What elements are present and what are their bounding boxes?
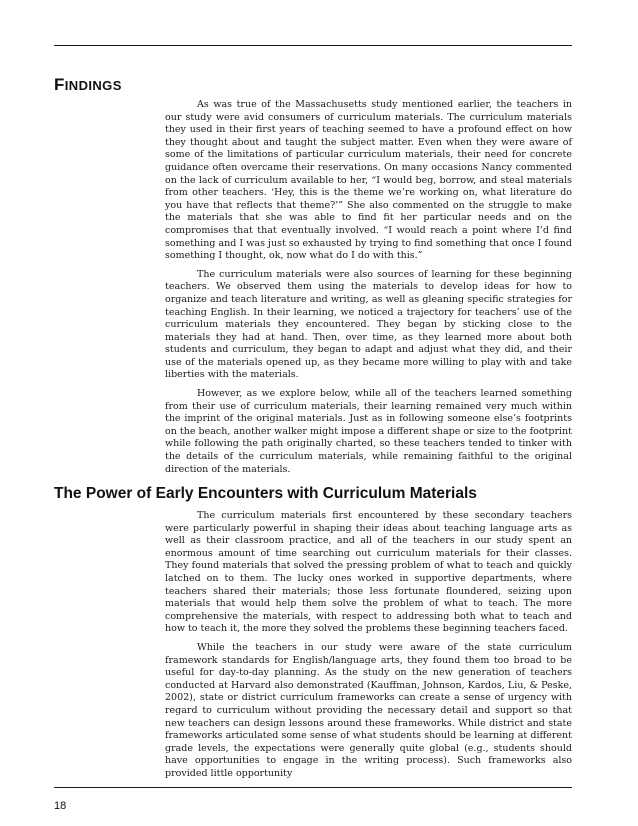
header-rule [54,45,572,46]
power-paragraph-1: The curriculum materials first encountered by these secondary teachers were particularly powerful in shaping their ideas about teaching language arts as well as their classroom practice, and all of the teachers in our study spent an enormous amount of time searching out curriculum materials for their classes. They found materials that solved the pressing problem of what to teach and quickly latched on to them. The lucky ones worked in supportive departments, where teachers shared their materials; those less fortunate floundered, seizing upon materials that would help them solve the problem of what to teach. The more comprehensive the materials, with respect to addressing both what to teach and how to teach it, the more they solved the problems these beginning teachers faced. [165,510,572,635]
findings-paragraph-2: The curriculum materials were also sources of learning for these beginning teachers. We observed them using the materials to develop ideas for how to organize and teach literature and writing, as well as gleaning specific strategies for teaching English. In their learning, we noticed a trajectory for teachers’ use of the curriculum materials they encountered. They began by sticking close to the materials they had at hand. Then, over time, as they learned more about both students and curriculum, they began to adapt and adjust what they did, and their use of the materials opened up, as they became more willing to play with and take liberties with the materials. [165,268,572,381]
power-section-body [165,510,572,786]
findings-heading [54,75,122,95]
findings-paragraph-3: However, as we explore below, while all of the teachers learned something from their use of curriculum materials, their learning remained very much within the imprint of the original materials. Just as in following someone else’s footprints on the beach, another walker might impose a different shape or size to the footprint while following the path originally charted, so these teachers tended to tinker with the details of the curriculum materials, while remaining faithful to the original direction of the materials. [165,388,572,475]
power-section-heading: The Power of Early Encounters with Curriculum Materials [54,485,477,502]
findings-paragraph-1: As was true of the Massachusetts study mentioned earlier, the teachers in our study were avid consumers of curriculum materials. The curriculum materials they used in their first years of teaching seemed to have a profound effect on how they thought about and taught the subject matter. Even when they were aware of some of the limitations of particular curriculum materials, their need for concrete guidance often overcame their reservations. On many occasions Nancy commented on the lack of curriculum available to her, “I would beg, borrow, and steal materials from other teachers. ‘Hey, this is the theme we’re working on, what literature do you have that reflects that theme?’” She also commented on the struggle to make the materials that she was able to find fit her particular needs and on the compromises that that eventually involved. “I would reach a point where I’d find something and I was just so exhausted by trying to find something that once I found something I thought, ok, now what do I do with this.” [165,99,572,262]
findings-body [165,99,572,482]
findings-heading-initial: F [54,75,65,94]
power-paragraph-2: While the teachers in our study were aware of the state curriculum framework standards for English/language arts, they found them too broad to be useful for day-to-day planning. As the study on the new generation of teachers conducted at Harvard also demonstrated (Kauffman, Johnson, Kardos, Liu, & Peske, 2002), state or district curriculum frameworks can create a sense of urgency with regard to curriculum without providing the necessary detail and support so that new teachers can design lessons around these frameworks. While district and state frameworks articulated some sense of what students should be learning at different grade levels, the expectations were generally quite global (e.g., students should have opportunities to engage in the writing process). Such frameworks also provided little opportunity [165,641,572,779]
footer-rule [54,787,572,788]
findings-heading-rest: INDINGS [64,78,122,93]
page-number: 18 [54,800,67,812]
